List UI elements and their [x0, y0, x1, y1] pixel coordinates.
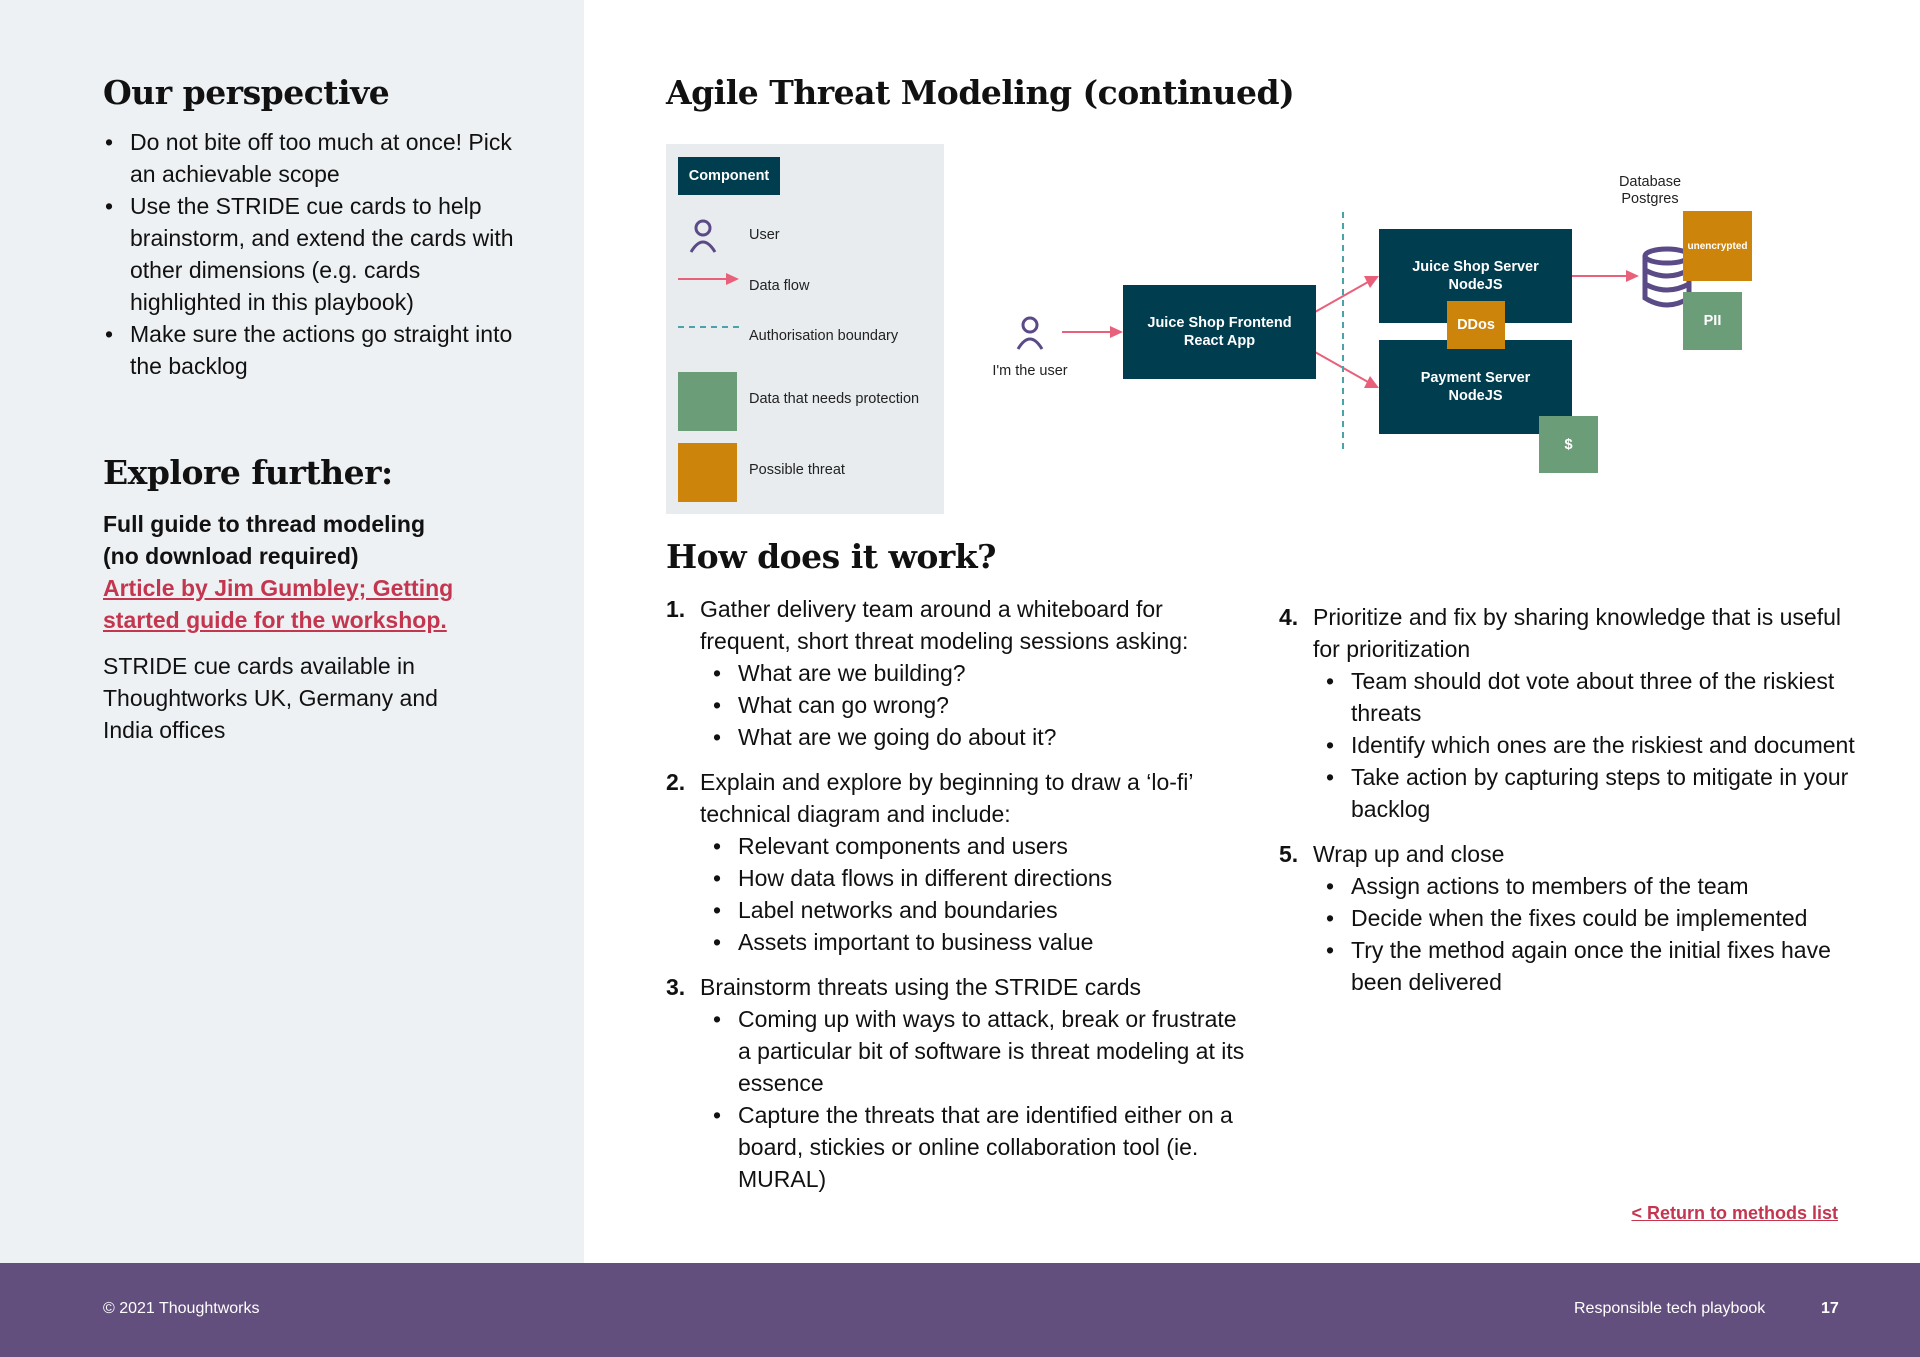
list-item: • What can go wrong? [700, 689, 1246, 721]
copyright: © 2021 Thoughtworks [103, 1300, 260, 1317]
step-text: Gather delivery team around a whiteboard for frequent, short threat modeling sessions asking: [700, 596, 1189, 654]
db-line-1: Database [1618, 174, 1682, 190]
server-line-2: NodeJS [1448, 277, 1503, 293]
list-item: • Use the STRIDE cue cards to help brainstorm, and extend the cards with other dimensions (e.g. cards highlighted in this playbook) [103, 190, 533, 318]
step-item [1279, 601, 1859, 825]
sidebar [0, 0, 584, 1263]
step-number: 2. [666, 769, 686, 795]
list-item: • Capture the threats that are identified either on a board, stickies or online collaboration tool (ie. MURAL) [700, 1099, 1246, 1195]
step-item [666, 593, 1246, 753]
how-title: How does it work? [666, 537, 997, 576]
footer [0, 1263, 1920, 1357]
payment-line-2: NodeJS [1448, 388, 1503, 404]
step-sublist [1313, 665, 1859, 825]
explore-title: Explore further: [103, 453, 393, 492]
list-item: • Make sure the actions go straight into the backlog [103, 318, 533, 382]
steps-column-right [1279, 601, 1859, 1011]
step-number: 5. [1279, 841, 1299, 867]
page-title: Agile Threat Modeling (continued) [666, 73, 1295, 112]
cue-cards-text: STRIDE cue cards available in Thoughtworks UK, Germany and India offices [103, 653, 438, 743]
steps-column-left [666, 593, 1246, 1208]
step-text: Brainstorm threats using the STRIDE cards [700, 974, 1141, 1000]
pii-protect-tag: PII [1683, 292, 1742, 350]
step-sublist [1313, 870, 1859, 998]
list-item: • What are we going do about it? [700, 721, 1246, 753]
server-line-1: Juice Shop Server [1412, 259, 1539, 275]
page-number: 17 [1821, 1300, 1839, 1317]
step-text: Wrap up and close [1313, 841, 1505, 867]
step-sublist [700, 657, 1246, 753]
step-text: Explain and explore by beginning to draw a ‘lo-fi’ technical diagram and include: [700, 769, 1193, 827]
database-label [1600, 174, 1700, 208]
user-label: I'm the user [992, 363, 1068, 379]
list-item: • Identify which ones are the riskiest and document [1313, 729, 1859, 761]
data-flow-arrow-icon [678, 272, 740, 286]
list-item: • What are we building? [700, 657, 1246, 689]
architecture-diagram [980, 170, 1760, 490]
return-to-methods-link[interactable]: < Return to methods list [1631, 1203, 1838, 1223]
step-number: 3. [666, 974, 686, 1000]
step-item [666, 971, 1246, 1195]
article-link[interactable]: Article by Jim Gumbley; Getting started guide for the workshop. [103, 575, 454, 633]
payment-line-1: Payment Server [1420, 370, 1531, 386]
boundary-line-icon [678, 324, 740, 330]
legend-boundary-label: Authorisation boundary [749, 328, 899, 344]
step-item [666, 766, 1246, 958]
list-item: • Decide when the fixes could be implemented [1313, 902, 1859, 934]
unencrypted-threat: unencrypted [1683, 211, 1752, 281]
list-item: • Coming up with ways to attack, break or frustrate a particular bit of software is threat modeling at its essence [700, 1003, 1246, 1099]
legend-threat-label: Possible threat [749, 462, 845, 478]
list-item: • Try the method again once the initial fixes have been delivered [1313, 934, 1859, 998]
step-text: Prioritize and fix by sharing knowledge that is useful for prioritization [1313, 604, 1842, 662]
legend-data-flow-label: Data flow [749, 278, 810, 294]
list-item: • How data flows in different directions [700, 862, 1246, 894]
db-line-2: Postgres [1621, 191, 1679, 207]
legend-protect-label: Data that needs protection [749, 391, 920, 407]
guide-title [103, 508, 425, 572]
list-item: • Assign actions to members of the team [1313, 870, 1859, 902]
perspective-title: Our perspective [103, 73, 390, 112]
list-item: • Assets important to business value [700, 926, 1246, 958]
step-sublist [700, 830, 1246, 958]
list-item: • Label networks and boundaries [700, 894, 1246, 926]
step-number: 4. [1279, 604, 1299, 630]
guide-line-1: Full guide to thread modeling [103, 511, 425, 537]
frontend-component [1123, 285, 1316, 379]
guide-line-2: (no download required) [103, 543, 359, 569]
legend-threat-swatch [678, 443, 737, 502]
legend-protect-swatch [678, 372, 737, 431]
step-item [1279, 838, 1859, 998]
legend-user-label: User [749, 227, 780, 243]
payment-protect-tag: $ [1539, 416, 1598, 473]
list-item: • Take action by capturing steps to mitigate in your backlog [1313, 761, 1859, 825]
document-title: Responsible tech playbook [1574, 1300, 1766, 1317]
user-icon [688, 219, 718, 253]
legend-component: Component [678, 157, 780, 195]
list-item: • Do not bite off too much at once! Pick an achievable scope [103, 126, 533, 190]
diagram-connectors [980, 170, 1760, 490]
ddos-threat: DDos [1447, 301, 1505, 349]
step-sublist [700, 1003, 1246, 1195]
step-number: 1. [666, 596, 686, 622]
frontend-line-2: React App [1183, 333, 1256, 349]
user-icon [1015, 316, 1045, 350]
diagram-legend [666, 144, 944, 514]
list-item: • Team should dot vote about three of the riskiest threats [1313, 665, 1859, 729]
list-item: • Relevant components and users [700, 830, 1246, 862]
perspective-list [103, 126, 533, 382]
frontend-line-1: Juice Shop Frontend [1147, 315, 1292, 331]
